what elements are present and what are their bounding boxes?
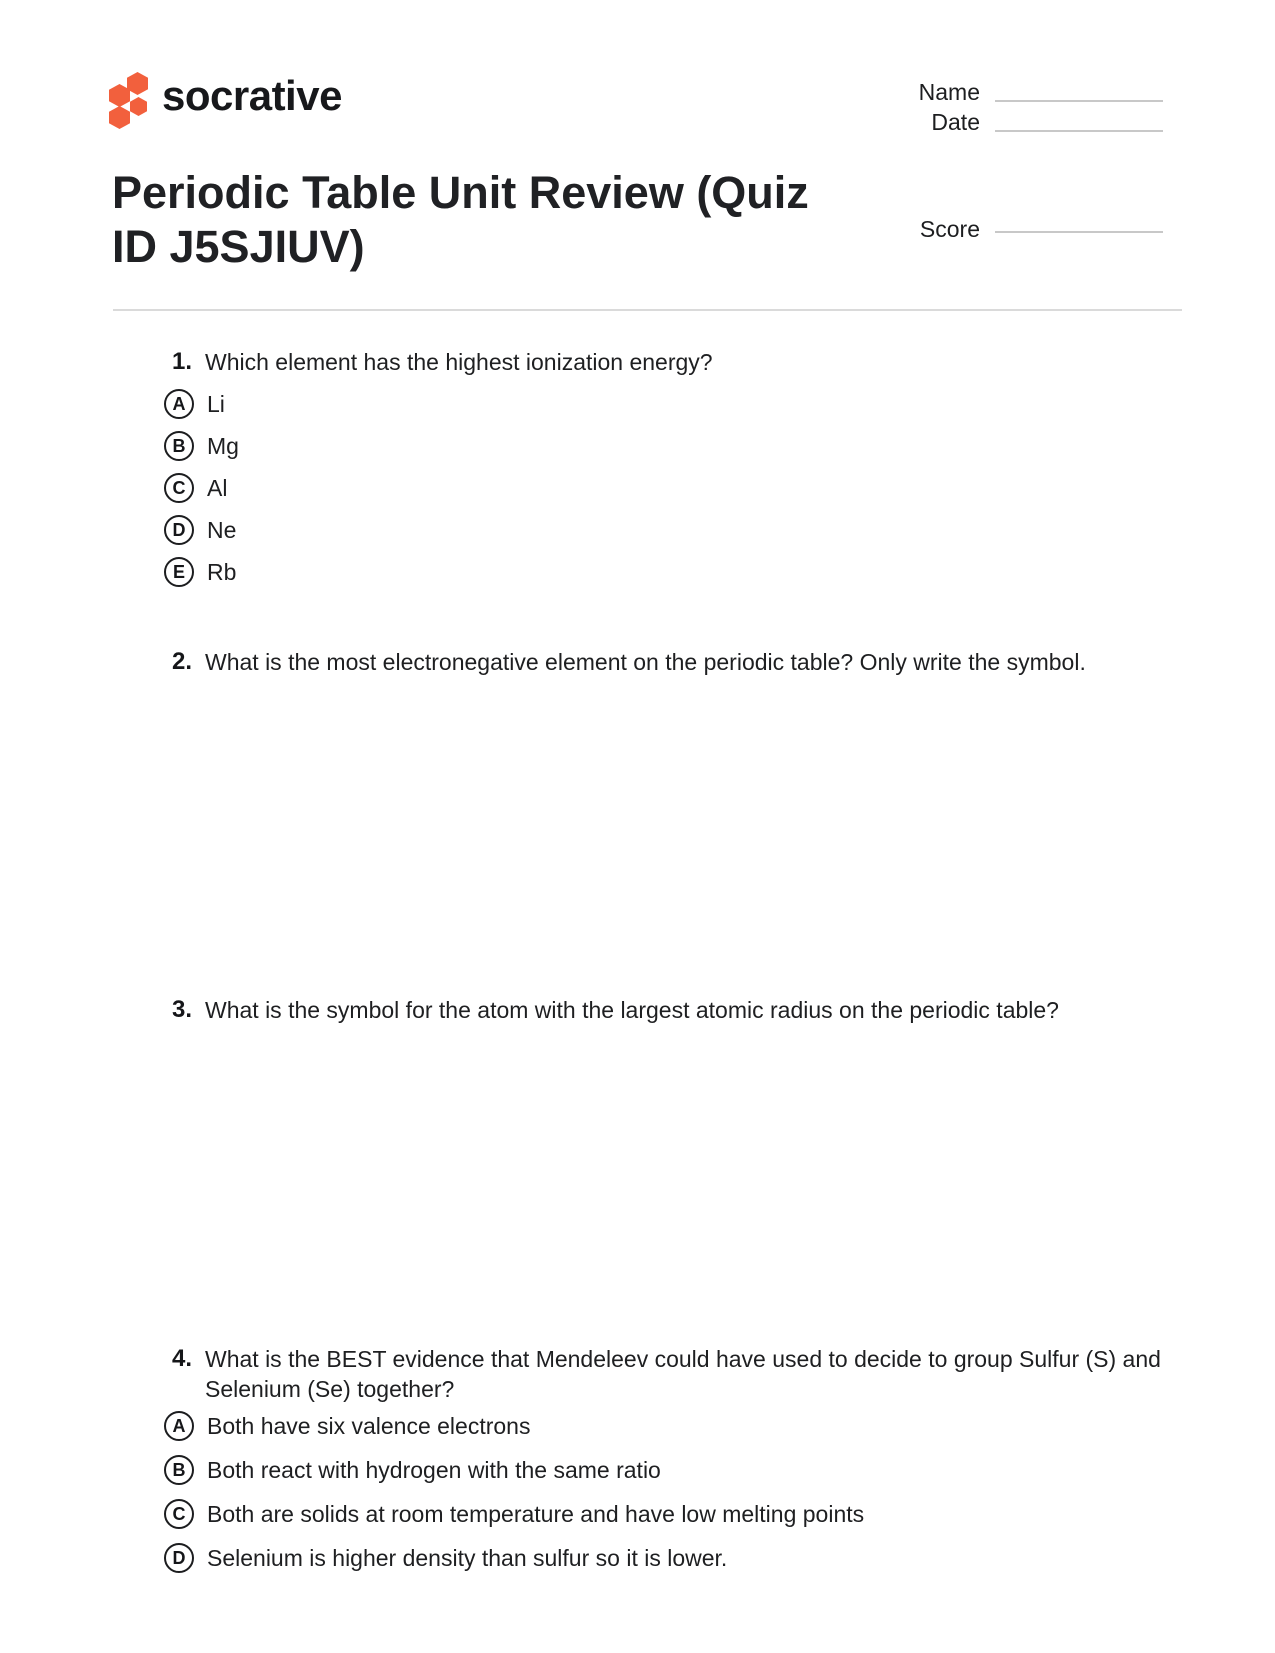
date-label: Date bbox=[931, 109, 980, 135]
question-number: 3. bbox=[171, 996, 192, 1023]
option-row bbox=[164, 515, 1205, 545]
question-text: What is the symbol for the atom with the largest atomic radius on the periodic table? bbox=[205, 997, 1059, 1023]
option-text: Li bbox=[207, 391, 225, 417]
question-4 bbox=[100, 1344, 1205, 1587]
question-number: 2. bbox=[171, 648, 192, 675]
header-divider bbox=[113, 309, 1182, 311]
question-number: 4. bbox=[171, 1345, 192, 1372]
option-letter-bubble bbox=[164, 1411, 194, 1441]
option-text: Rb bbox=[207, 559, 237, 585]
quiz-title: Periodic Table Unit Review (Quiz ID J5SJIUV) bbox=[112, 167, 809, 272]
question-3 bbox=[100, 995, 1205, 1025]
option-letter-bubble bbox=[164, 389, 194, 419]
option-letter: B bbox=[172, 1460, 186, 1480]
option-letter-bubble bbox=[164, 1499, 194, 1529]
question-text: Which element has the highest ionization energy? bbox=[205, 349, 713, 375]
option-text: Both are solids at room temperature and have low melting points bbox=[207, 1501, 865, 1527]
option-letter-bubble bbox=[164, 1543, 194, 1573]
question-3-line bbox=[100, 995, 1205, 1025]
option-letter: A bbox=[172, 394, 186, 414]
hexagon-icon bbox=[109, 106, 130, 129]
option-text: Selenium is higher density than sulfur so it is lower. bbox=[207, 1545, 728, 1571]
option-text: Al bbox=[207, 475, 228, 501]
question-text: What is the most electronegative element on the periodic table? Only write the symbol. bbox=[205, 649, 1086, 675]
option-letter: D bbox=[172, 1548, 186, 1568]
option-letter-bubble bbox=[164, 515, 194, 545]
option-row bbox=[164, 1499, 1205, 1529]
option-letter: A bbox=[172, 1416, 186, 1436]
hexagon-icon bbox=[127, 72, 148, 95]
score-blank-line bbox=[995, 231, 1163, 233]
option-row bbox=[164, 1411, 1205, 1441]
option-letter: E bbox=[172, 562, 185, 582]
socrative-hexagon-icon bbox=[110, 72, 150, 130]
option-row bbox=[164, 431, 1205, 461]
option-letter-bubble bbox=[164, 431, 194, 461]
question-1 bbox=[100, 347, 1205, 599]
option-row bbox=[164, 473, 1205, 503]
option-row bbox=[164, 389, 1205, 419]
name-label: Name bbox=[918, 79, 980, 105]
option-row bbox=[164, 1543, 1205, 1573]
question-text: What is the BEST evidence that Mendeleev could have used to decide to group Sulfur (S) and Selenium (Se) together? bbox=[205, 1346, 1161, 1402]
option-text: Both react with hydrogen with the same ratio bbox=[207, 1457, 661, 1483]
option-letter: B bbox=[172, 436, 186, 456]
option-letter: C bbox=[172, 478, 186, 498]
question-2-line bbox=[100, 647, 1205, 677]
option-letter: C bbox=[172, 1504, 186, 1524]
option-text: Both have six valence electrons bbox=[207, 1413, 531, 1439]
option-row bbox=[164, 557, 1205, 587]
question-1-line bbox=[100, 347, 1205, 377]
option-letter-bubble bbox=[164, 1455, 194, 1485]
question-1-options bbox=[100, 389, 1205, 587]
question-number: 1. bbox=[171, 348, 192, 375]
option-letter: D bbox=[172, 520, 186, 540]
question-4-line bbox=[100, 1344, 1205, 1404]
hexagon-icon bbox=[130, 97, 147, 116]
score-label: Score bbox=[919, 216, 980, 242]
hexagon-icon bbox=[109, 84, 130, 107]
question-2 bbox=[100, 647, 1205, 677]
logo-wordmark: socrative bbox=[162, 72, 342, 119]
date-blank-line bbox=[995, 130, 1163, 132]
option-letter-bubble bbox=[164, 473, 194, 503]
socrative-logo bbox=[110, 72, 410, 132]
question-4-options bbox=[100, 1411, 1205, 1573]
option-text: Ne bbox=[207, 517, 237, 543]
option-row bbox=[164, 1455, 1205, 1485]
option-letter-bubble bbox=[164, 557, 194, 587]
name-blank-line bbox=[995, 100, 1163, 102]
option-text: Mg bbox=[207, 433, 239, 459]
